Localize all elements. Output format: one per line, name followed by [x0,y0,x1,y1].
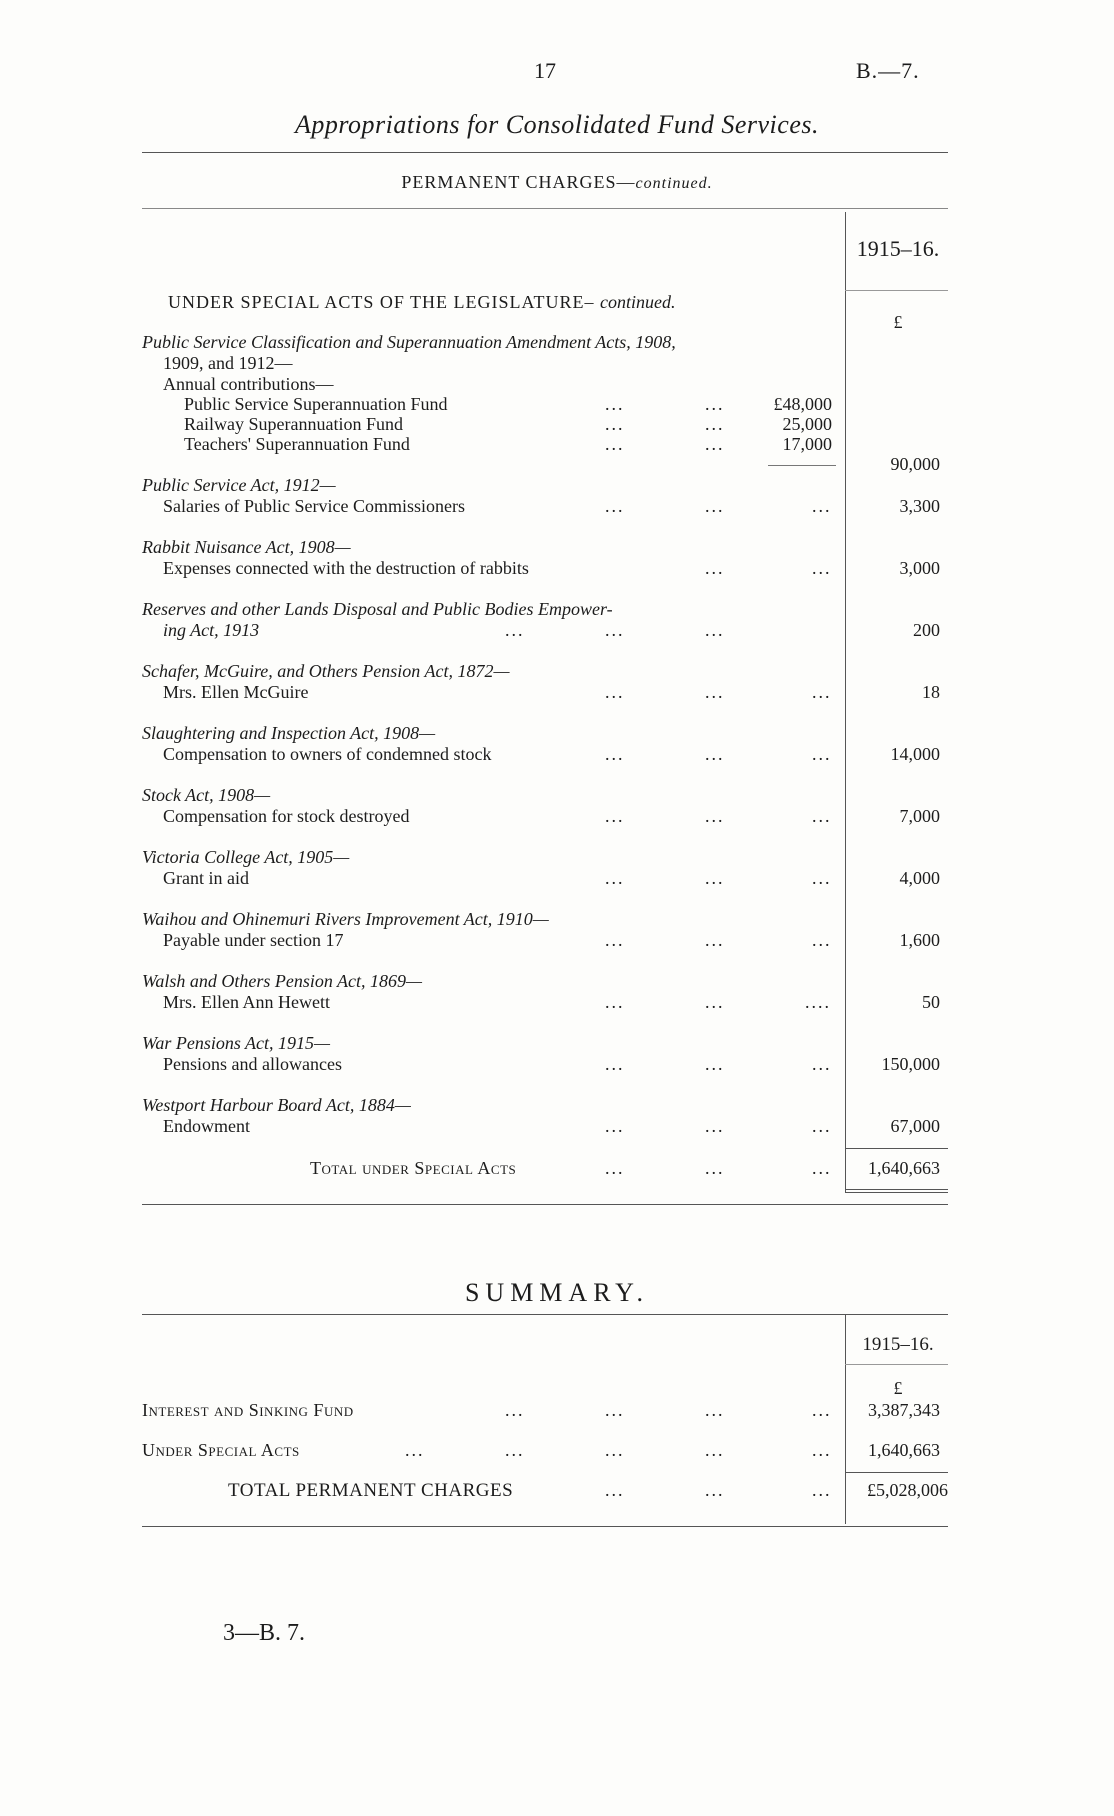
leader-dots: ... [605,1400,625,1420]
act-amount: 50 [922,992,940,1012]
contribution-amount: 25,000 [782,414,832,434]
leader-dots: ... [705,1116,725,1136]
act-amount: 3,300 [899,496,940,516]
year-column-header: 1915–16. [856,236,940,261]
act-title: Reserves and other Lands Disposal and Public Bodies Empower- [142,599,613,619]
leader-dots: ... [812,868,832,888]
act-detail: Mrs. Ellen McGuire [163,682,309,702]
summary-bottom-rule [142,1526,948,1527]
section-rule [142,208,948,209]
act-title: Waihou and Ohinemuri Rivers Improvement Act, 1910— [142,909,549,929]
title-rule [142,152,948,153]
total-rule [845,1148,948,1149]
document-code: B.—7. [856,58,920,83]
act-title: Stock Act, 1908— [142,785,271,805]
summary-currency-symbol: £ [893,1378,903,1398]
special-acts-heading-suffix: continued. [600,292,676,312]
summary-year-rule [845,1364,948,1365]
act-detail: Expenses connected with the destruction of rabbits [163,558,529,578]
leader-dots: ... [705,496,725,516]
leader-dots: ... [605,1440,625,1460]
act-detail: Salaries of Public Service Commissioners [163,496,465,516]
leader-dots: ... [705,1158,725,1178]
leader-dots: ... [705,394,725,414]
act-amount: 67,000 [890,1116,940,1136]
act-detail: Endowment [163,1116,250,1136]
total-double-rule [845,1189,948,1190]
section-header [0,172,1114,193]
summary-title: SUMMARY. [464,1278,650,1307]
act-detail: Payable under section 17 [163,930,344,950]
leader-dots: ... [812,558,832,578]
act-amount: 7,000 [899,806,940,826]
contribution-label: Public Service Superannuation Fund [184,394,448,414]
act-title: Walsh and Others Pension Act, 1869— [142,971,423,991]
summary-row-label: Interest and Sinking Fund [142,1400,354,1420]
contributions-subtotal: 90,000 [890,454,940,474]
leader-dots: ... [812,1116,832,1136]
act-title: Public Service Act, 1912— [142,475,336,495]
act-amount: 3,000 [899,558,940,578]
leader-dots: ... [812,1054,832,1074]
total-label: Total under Special Acts [310,1158,517,1178]
leader-dots: ... [605,434,625,454]
summary-row-amount: 1,640,663 [868,1440,940,1460]
currency-symbol: £ [893,312,903,332]
act-title: Rabbit Nuisance Act, 1908— [142,537,351,557]
leader-dots: ... [705,620,725,640]
act-detail: Compensation to owners of condemned stock [163,744,492,764]
total-amount: 1,640,663 [868,1158,940,1178]
contribution-amount: £48,000 [773,394,832,414]
leader-dots: ... [605,620,625,640]
act-title: Schafer, McGuire, and Others Pension Act, 1872— [142,661,510,681]
leader-dots: ... [812,496,832,516]
leader-dots: ... [812,1400,832,1420]
leader-dots: ... [705,806,725,826]
table-bottom-rule [142,1204,948,1205]
special-acts-heading-text: UNDER SPECIAL ACTS OF THE LEGISLATURE– [168,292,595,312]
summary-year-header: 1915–16. [862,1334,934,1355]
section-header-suffix: continued. [635,175,713,192]
leader-dots: ... [605,1480,625,1500]
act-amount: 200 [913,620,940,640]
act-detail: Grant in aid [163,868,249,888]
act-amount: 14,000 [890,744,940,764]
act-title: War Pensions Act, 1915— [142,1033,331,1053]
leader-dots: ... [605,992,625,1012]
act-title: Victoria College Act, 1905— [142,847,350,867]
act-detail: Compensation for stock destroyed [163,806,410,826]
leader-dots: ... [705,1054,725,1074]
leader-dots: ... [705,414,725,434]
leader-dots: ... [405,1440,425,1460]
leader-dots: ... [812,806,832,826]
leader-dots: ... [705,1480,725,1500]
leader-dots: ... [605,496,625,516]
leader-dots: ... [705,744,725,764]
contribution-amount: 17,000 [782,434,832,454]
summary-row-label: Under Special Acts [142,1440,300,1460]
act-amount: 150,000 [881,1054,940,1074]
act-amount: 18 [922,682,940,702]
page-title: Appropriations for Consolidated Fund Services. [295,110,819,139]
summary-amount-column-rule [845,1314,846,1524]
section-header-text: PERMANENT CHARGES— [401,172,636,192]
leader-dots: ... [605,414,625,434]
year-header-rule [845,290,948,291]
leader-dots: ... [812,930,832,950]
act-detail: Mrs. Ellen Ann Hewett [163,992,330,1012]
act-detail: ing Act, 1913 [163,620,260,640]
leader-dots: ... [505,1440,525,1460]
leader-dots: ... [812,1480,832,1500]
summary-top-rule [142,1314,948,1315]
act-detail: Pensions and allowances [163,1054,342,1074]
leader-dots: ... [705,434,725,454]
summary-total-rule [845,1472,948,1473]
leader-dots: ... [605,1054,625,1074]
amount-column-rule [845,212,846,1192]
leader-dots: ... [605,394,625,414]
total-double-rule [845,1192,948,1193]
summary-total-amount: £5,028,006 [867,1480,948,1500]
special-acts-heading [168,292,676,313]
leader-dots: ... [605,744,625,764]
act-amount: 4,000 [899,868,940,888]
contribution-label: Railway Superannuation Fund [184,414,403,434]
leader-dots: ... [705,558,725,578]
leader-dots: ... [705,930,725,950]
leader-dots: .... [805,992,831,1012]
act-title: Slaughtering and Inspection Act, 1908— [142,723,436,743]
summary-row-amount: 3,387,343 [868,1400,940,1420]
page-number: 17 [534,58,556,83]
subtotal-rule [768,465,836,466]
leader-dots: ... [705,682,725,702]
leader-dots: ... [705,1440,725,1460]
leader-dots: ... [812,1158,832,1178]
act-amount: 1,600 [899,930,940,950]
leader-dots: ... [605,1116,625,1136]
leader-dots: ... [605,806,625,826]
leader-dots: ... [605,868,625,888]
footer-signature: 3—B. 7. [223,1620,306,1646]
leader-dots: ... [812,1440,832,1460]
leader-dots: ... [705,1400,725,1420]
leader-dots: ... [605,930,625,950]
leader-dots: ... [705,992,725,1012]
act-title-continued: 1909, and 1912— [163,353,293,373]
leader-dots: ... [705,868,725,888]
leader-dots: ... [812,744,832,764]
leader-dots: ... [812,682,832,702]
leader-dots: ... [605,682,625,702]
annual-contributions-label: Annual contributions— [163,374,334,394]
leader-dots: ... [505,620,525,640]
summary-total-label: TOTAL PERMANENT CHARGES [228,1480,514,1501]
leader-dots: ... [505,1400,525,1420]
act-title: Public Service Classification and Superannuation Amendment Acts, 1908, [142,332,676,352]
leader-dots: ... [605,1158,625,1178]
act-title: Westport Harbour Board Act, 1884— [142,1095,411,1115]
contribution-label: Teachers' Superannuation Fund [184,434,410,454]
